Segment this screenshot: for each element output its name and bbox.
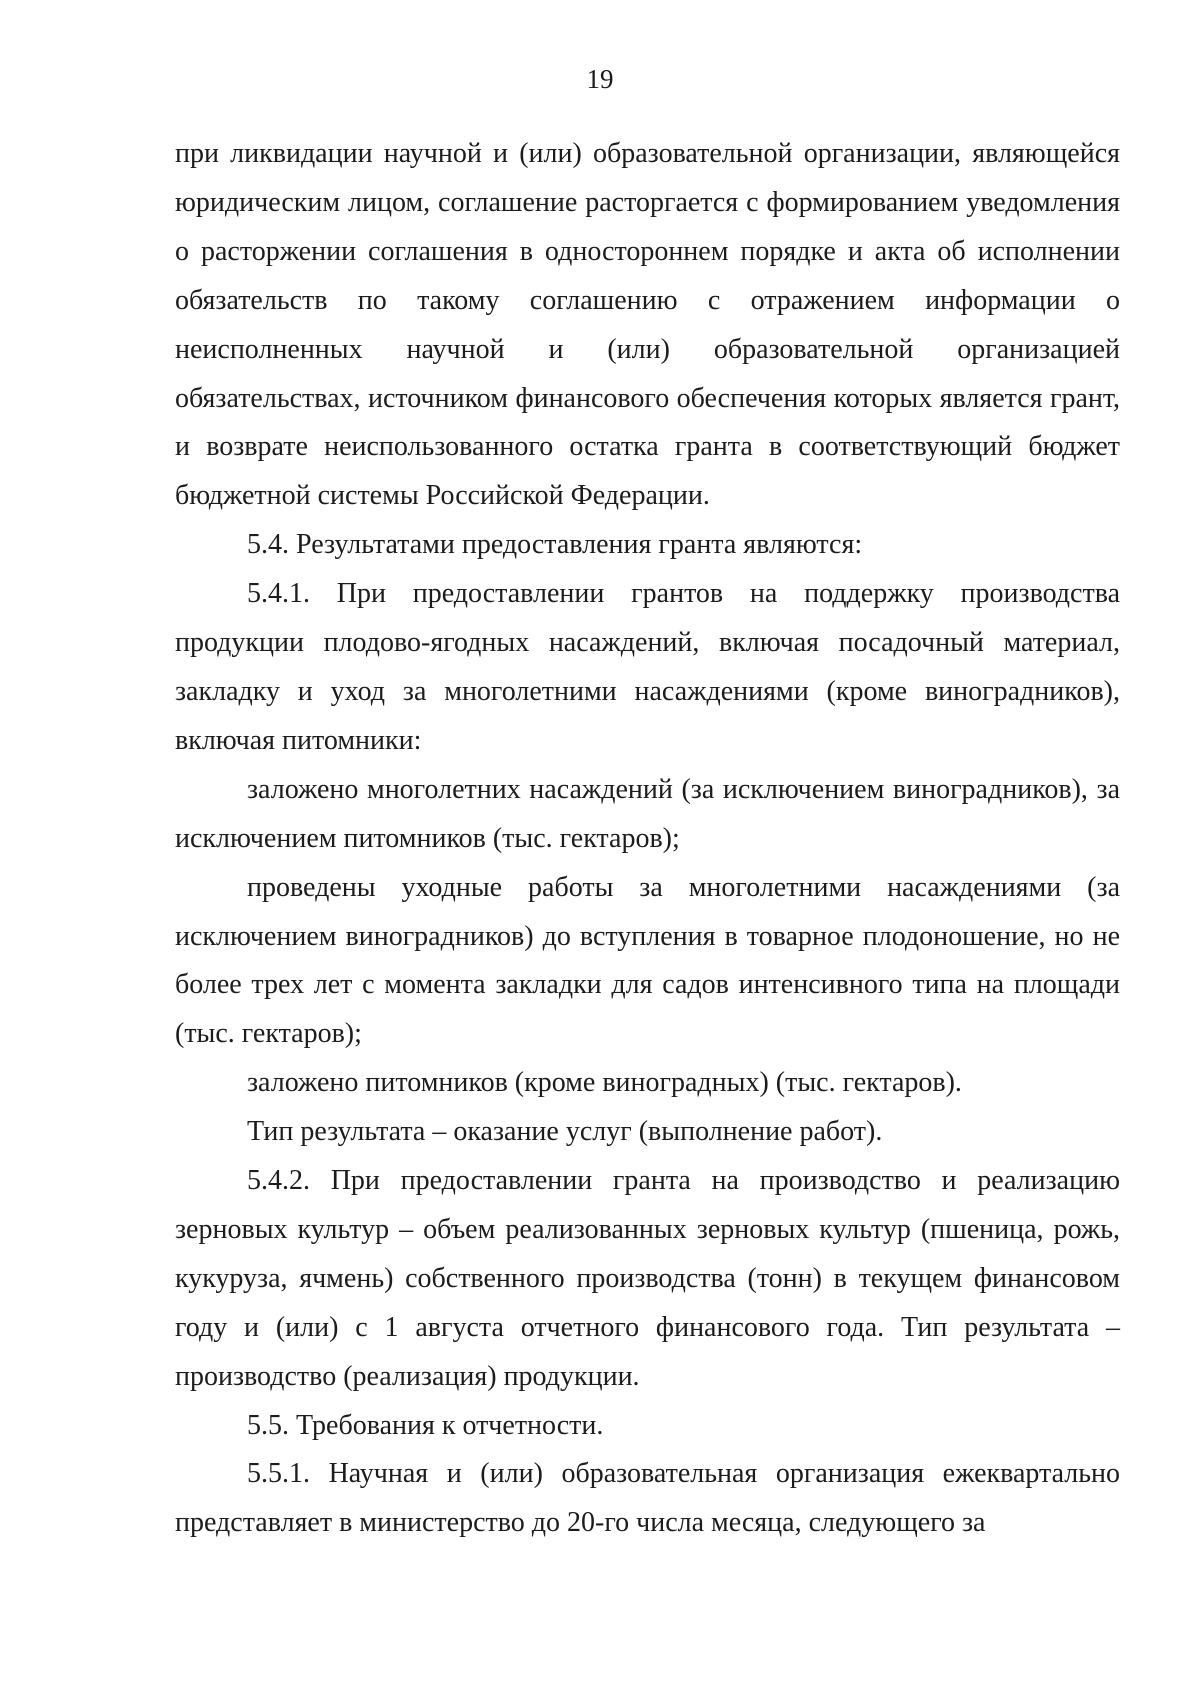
paragraph-5-4-2: 5.4.2. При предоставлении гранта на производство и реализацию зерновых культур – объем реализованных зерновых культур (пшеница, рожь, кукуруза, ячмень) собственного производства (тонн) в текущем финансовом году и (или) с 1 августа отчетного финансового года. Тип результата – производство (реализация) продукции. [175, 1165, 1120, 1392]
paragraph-5-4-1: 5.4.1. При предоставлении грантов на поддержку производства продукции плодово-ягодных насаждений, включая посадочный материал, закладку и уход за многолетними насаждениями (кроме виноградников), включая питомники: [175, 578, 1120, 756]
document-body [175, 130, 1120, 1548]
paragraph-5-4: 5.4. Результатами предоставления гранта являются: [247, 529, 863, 561]
paragraph-result-nurseries: заложено питомников (кроме виноградных) (тыс. гектаров). [247, 1067, 962, 1099]
paragraph-liquidation: при ликвидации научной и (или) образовательной организации, являющейся юридическим лицом, соглашение расторгается с формированием уведомления о расторжении соглашения в одностороннем порядке и акта об исполнении обязательств по такому соглашению с отражением информации о неисполненных научной и (или) образовательной организацией обязательствах, источником финансового обеспечения которых является грант, и возврате неиспользованного остатка гранта в соответствующий бюджет бюджетной системы Российской Федерации. [175, 138, 1120, 512]
page-number: 19 [586, 64, 614, 94]
paragraph-5-5: 5.5. Требования к отчетности. [247, 1409, 604, 1441]
paragraph-5-5-1: 5.5.1. Научная и (или) образовательная организация ежеквартально представляет в министерство до 20-го числа месяца, следующего за [175, 1458, 1120, 1539]
paragraph-result-care-works: проведены уходные работы за многолетними насаждениями (за исключением виноградников) до вступления в товарное плодоношение, но не более трех лет с момента закладки для садов интенсивного типа на площади (тыс. гектаров); [175, 871, 1120, 1050]
paragraph-result-type-services: Тип результата – оказание услуг (выполнение работ). [247, 1116, 883, 1148]
paragraph-result-planted-perennials: заложено многолетних насаждений (за исключением виноградников), за исключением питомников (тыс. гектаров); [175, 773, 1120, 854]
